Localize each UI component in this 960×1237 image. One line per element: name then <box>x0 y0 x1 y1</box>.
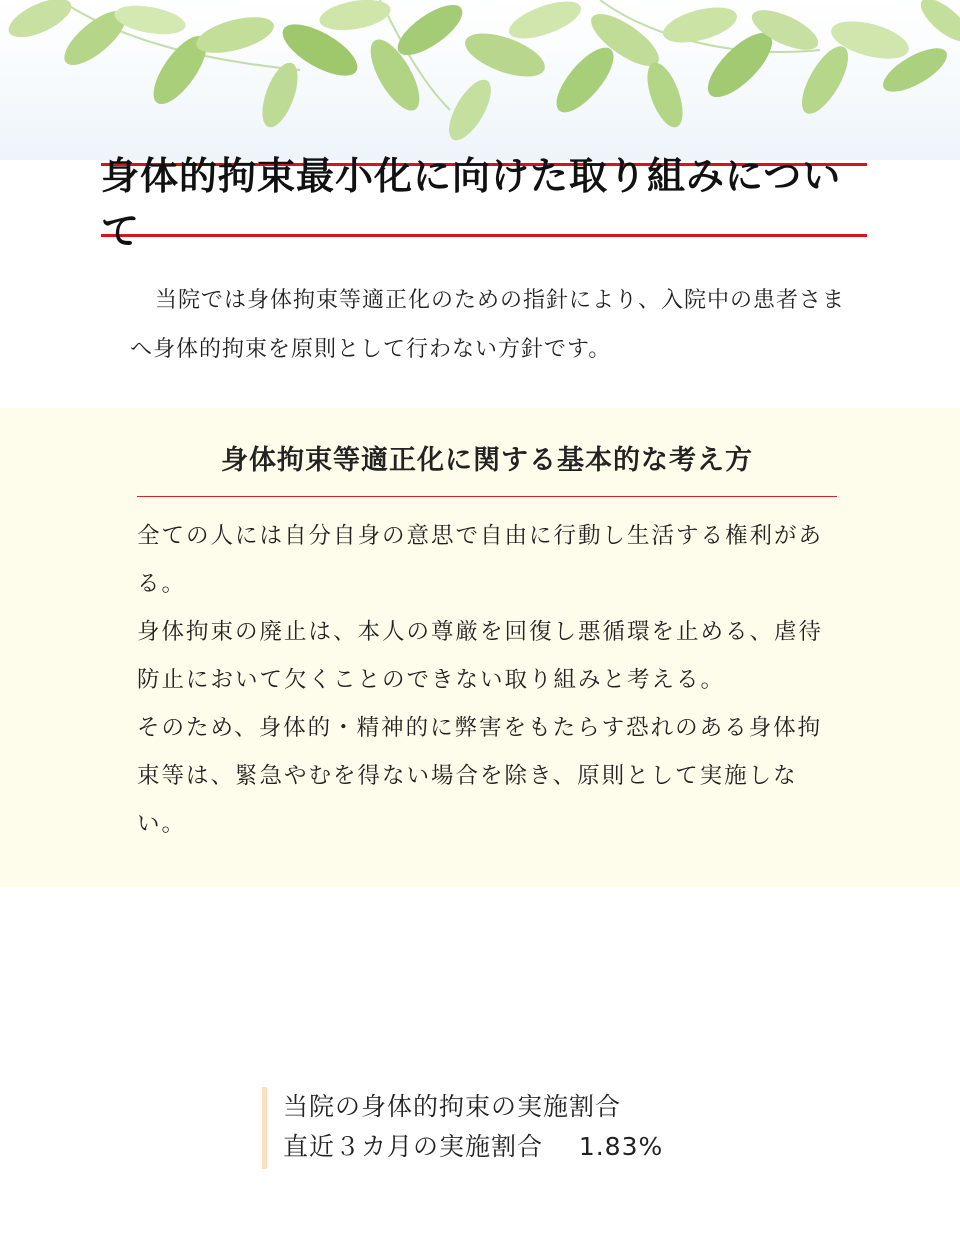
basic-policy-paragraph: 身体拘束の廃止は、本人の尊厳を回復し悪循環を止める、虐待防止において欠くことのできない取り組みと考える。 <box>137 619 824 693</box>
basic-policy-heading: 身体拘束等適正化に関する基本的な考え方 <box>221 445 753 476</box>
basic-policy-paragraph: そのため、身体的・精神的に弊害をもたらす恐れのある身体拘束等は、緊急やむを得ない場合を除き、原則として実施しない。 <box>137 715 823 837</box>
intro-paragraph <box>130 276 850 374</box>
basic-policy-divider <box>137 496 837 497</box>
basic-policy-paragraph: 全ての人には自分自身の意思で自由に行動し生活する権利がある。 <box>137 523 824 597</box>
page-title: 身体的拘束最小化に向けた取り組みについて <box>101 153 842 253</box>
restraint-rate-box <box>262 1087 663 1169</box>
intro-text: 当院では身体拘束等適正化のための指針により、入院中の患者さまへ身体的拘束を原則として行わない方針です。 <box>130 288 846 362</box>
header-leaf-banner <box>0 0 960 160</box>
restraint-rate-row <box>283 1127 663 1167</box>
restraint-rate-label: 当院の身体的拘束の実施割合 <box>283 1092 622 1121</box>
restraint-rate-value: 1.83% <box>578 1132 664 1161</box>
restraint-rate-period: 直近３カ月の実施割合 <box>283 1132 544 1161</box>
basic-policy-body <box>137 512 842 848</box>
leaf-decoration <box>0 0 960 160</box>
page-title-box <box>101 153 867 253</box>
